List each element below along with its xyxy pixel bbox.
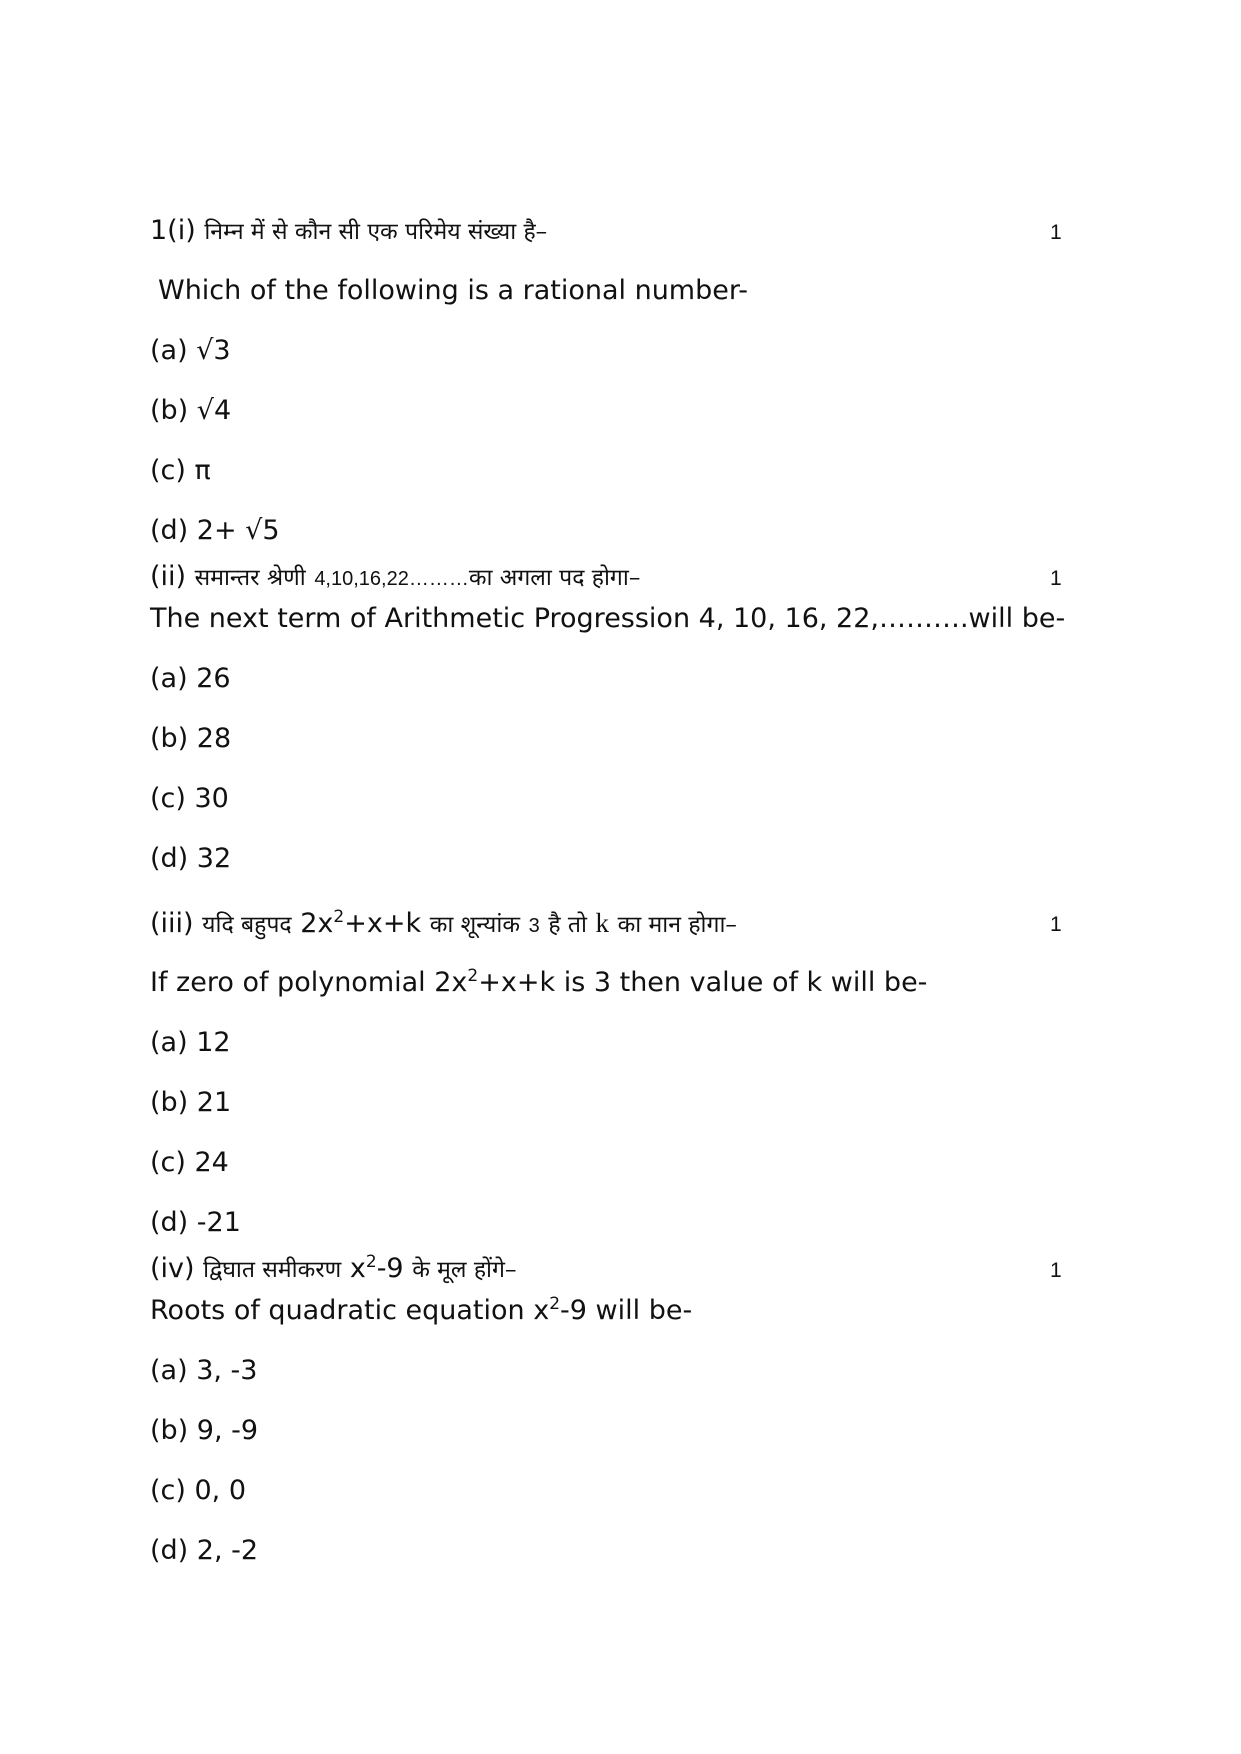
- question-3-option-a: (a) 12: [150, 1027, 231, 1058]
- question-3-hindi-text-d: का मान होगा–: [617, 912, 737, 938]
- question-4-option-a: (a) 3, -3: [150, 1355, 258, 1386]
- question-1-option-b: (b) √4: [150, 395, 232, 426]
- question-2-option-c: (c) 30: [150, 783, 229, 814]
- question-3-hindi-text-b: का शून्यांक: [429, 912, 521, 938]
- question-3-option-c: (c) 24: [150, 1147, 229, 1178]
- question-3-hindi-text-c: है तो: [548, 912, 587, 938]
- question-2-hindi-text-a: समान्तर श्रेणी: [194, 565, 306, 591]
- question-3-number: (iii): [150, 908, 194, 939]
- question-3-english-b: +x+k is 3 then value of k will be-: [478, 967, 928, 998]
- question-4-hindi-text-a: द्विघात समीकरण: [203, 1257, 342, 1283]
- equation-exponent: 2: [365, 1252, 377, 1272]
- question-4-hindi: [150, 1252, 516, 1287]
- question-3-english-exponent: 2: [467, 966, 479, 986]
- polynomial-base: 2x: [300, 908, 334, 939]
- question-1-option-d: (d) 2+ √5: [150, 515, 280, 546]
- question-4-marks: 1: [1050, 1259, 1062, 1282]
- equation-base: x: [349, 1253, 366, 1284]
- question-3-polynomial: [300, 908, 421, 939]
- question-4-english-exponent: 2: [549, 1294, 561, 1314]
- question-3-hindi-number: 3: [528, 915, 540, 937]
- question-1-hindi-text: निम्न में से कौन सी एक परिमेय संख्या है–: [204, 219, 548, 245]
- question-2-marks: 1: [1050, 567, 1062, 590]
- question-4-english-a: Roots of quadratic equation x: [150, 1295, 550, 1326]
- question-3-english: [150, 966, 927, 1000]
- question-4-option-c: (c) 0, 0: [150, 1475, 247, 1506]
- question-3-hindi: [150, 906, 737, 943]
- question-4-option-d: (d) 2, -2: [150, 1535, 259, 1566]
- question-1-english: Which of the following is a rational number-: [158, 275, 748, 306]
- question-3-marks: 1: [1050, 913, 1062, 936]
- question-2-hindi-sequence: 4,10,16,22………: [314, 568, 469, 590]
- polynomial-exponent: 2: [333, 907, 345, 927]
- question-3-hindi-text-a: यदि बहुपद: [202, 912, 292, 938]
- question-4-equation: [350, 1253, 404, 1284]
- question-3-option-d: (d) -21: [150, 1207, 241, 1238]
- polynomial-rest: +x+k: [344, 908, 422, 939]
- question-2-number: (ii): [150, 561, 187, 592]
- question-1-option-a: (a) √3: [150, 335, 231, 366]
- question-2-option-b: (b) 28: [150, 723, 232, 754]
- question-1-number: 1(i): [150, 215, 196, 246]
- question-2-hindi: [150, 560, 640, 596]
- question-3-english-a: If zero of polynomial 2x: [150, 967, 468, 998]
- question-4-english: [150, 1294, 692, 1328]
- question-2-option-a: (a) 26: [150, 663, 231, 694]
- question-4-number: (iv): [150, 1253, 195, 1284]
- question-1-hindi: [150, 214, 547, 249]
- question-2-option-d: (d) 32: [150, 843, 232, 874]
- question-3-option-b: (b) 21: [150, 1087, 232, 1118]
- question-3-hindi-k: k: [595, 908, 610, 938]
- question-1-marks: 1: [1050, 221, 1062, 244]
- equation-rest: -9: [376, 1253, 404, 1284]
- question-2-hindi-text-b: का अगला पद होगा–: [468, 565, 641, 591]
- question-4-hindi-text-b: के मूल होंगे–: [412, 1257, 517, 1283]
- question-4-option-b: (b) 9, -9: [150, 1415, 259, 1446]
- question-2-english: The next term of Arithmetic Progression 4, 10, 16, 22,……….will be-: [150, 603, 1066, 634]
- question-1-option-c: (c) π: [150, 455, 211, 486]
- question-4-english-b: -9 will be-: [560, 1295, 693, 1326]
